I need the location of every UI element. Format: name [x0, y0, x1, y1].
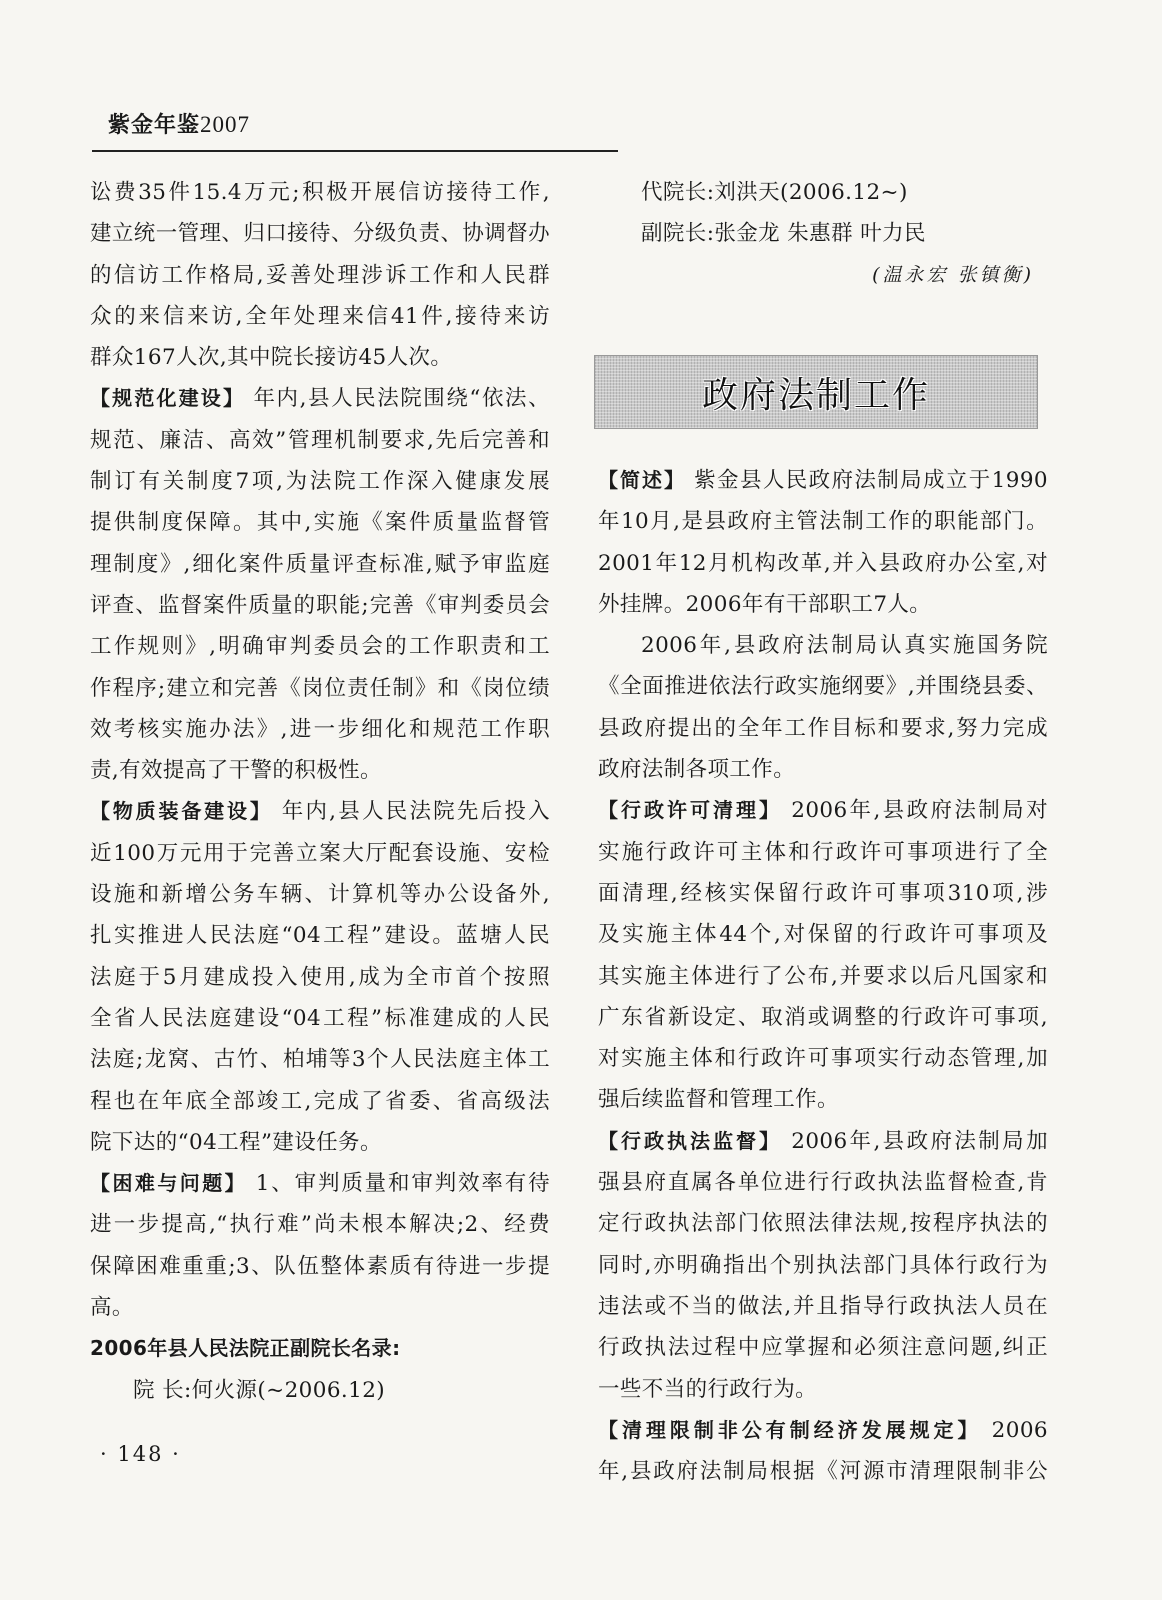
line-text: 建立统一管理、归口接待、分级负责、协调督办: [90, 221, 550, 247]
text-line: [90, 172, 550, 213]
text-line: [598, 172, 1048, 213]
section-heading: 【简述】: [598, 468, 686, 492]
line-text: 提供制度保障。其中,实施《案件质量监督管: [90, 510, 550, 536]
section-heading-line: [598, 1410, 1048, 1451]
line-text: 《全面推进依法行政实施纲要》,并围绕县委、: [598, 674, 1048, 700]
section-heading: 【清理限制非公有制经济发展规定】: [598, 1417, 982, 1442]
section-heading-line: [598, 460, 1048, 501]
section-heading: 【行政许可清理】: [598, 798, 782, 823]
line-text: 年内,县人民法院围绕“依法、: [245, 386, 550, 412]
text-line: [598, 213, 1048, 254]
line-text: 保障困难重重;3、队伍整体素质有待进一步提: [90, 1253, 550, 1279]
line-text: 院下达的“04工程”建设任务。: [90, 1129, 382, 1155]
line-text: 设施和新增公务车辆、计算机等办公设备外,: [90, 882, 550, 908]
line-text: 其实施主体进行了公布,并要求以后凡国家和: [598, 963, 1048, 989]
line-text: 1、审判质量和审判效率有待: [247, 1171, 550, 1197]
line-text: 一些不当的行政行为。: [598, 1376, 818, 1402]
text-line: [90, 874, 550, 915]
text-line: [90, 957, 550, 998]
text-line: [90, 1370, 550, 1411]
line-text: 及实施主体44个,对保留的行政许可事项及: [598, 922, 1048, 948]
right-column-body: [598, 460, 1048, 1492]
section-heading: 【规范化建设】: [90, 386, 246, 411]
text-line: [90, 750, 550, 791]
section-heading-line: [90, 378, 550, 419]
line-text: 作程序;建立和完善《岗位责任制》和《岗位绩: [90, 675, 550, 701]
text-line: [90, 544, 550, 585]
text-line: [90, 255, 550, 296]
text-line: [598, 749, 1048, 790]
line-text: 扎实推进人民法庭“04工程”建设。蓝塘人民: [90, 923, 550, 949]
author-credit: (温永宏 张镇衡): [872, 263, 1034, 286]
line-text: 广东省新设定、取消或调整的行政许可事项,: [598, 1004, 1048, 1030]
text-line: [90, 213, 550, 254]
text-line: [598, 1203, 1048, 1244]
text-line: [90, 1246, 550, 1287]
line-text: 2001年12月机构改革,并入县政府办公室,对: [598, 550, 1048, 576]
running-header-title: 紫金年鉴: [108, 113, 201, 138]
line-text: 面清理,经核实保留行政许可事项310项,涉: [598, 880, 1048, 906]
page-number: · 148 ·: [100, 1442, 181, 1466]
line-text: 2006年,县政府法制局对: [782, 798, 1048, 824]
section-heading-line: [90, 1163, 550, 1204]
text-line: [598, 625, 1048, 666]
line-text: 院 长:何火源(~2006.12): [133, 1377, 386, 1403]
header-rule: [92, 150, 618, 152]
line-text: 众的来信来访,全年处理来信41件,接待来访: [90, 303, 550, 329]
running-header-year: 2007: [200, 112, 251, 137]
line-text: 县政府提出的全年工作目标和要求,努力完成: [598, 715, 1048, 741]
line-text: 2006年县人民法院正副院长名录:: [90, 1336, 401, 1361]
text-line: [90, 1081, 550, 1122]
text-line: [598, 543, 1048, 584]
line-text: 讼费35件15.4万元;积极开展信访接待工作,: [90, 180, 550, 205]
section-heading-line: [90, 791, 550, 832]
line-text: 紫金县人民政府法制局成立于1990: [685, 468, 1048, 493]
text-line: [598, 956, 1048, 997]
text-line: [598, 1245, 1048, 1286]
line-text: 对实施主体和行政许可事项实行动态管理,加: [598, 1046, 1048, 1072]
text-line: [598, 1038, 1048, 1079]
line-text: 高。: [90, 1295, 134, 1321]
section-heading: 【物质装备建设】: [90, 799, 273, 824]
line-text: 年内,县人民法院先后投入: [272, 799, 551, 825]
text-line: [90, 1204, 550, 1245]
line-text: 副院长:张金龙 朱惠群 叶力民: [641, 221, 926, 247]
line-text: 的信访工作格局,妥善处理涉诉工作和人民群: [90, 262, 550, 288]
line-text: 政府法制各项工作。: [598, 757, 796, 783]
text-line: [90, 998, 550, 1039]
line-text: 2006年,县政府法制局认真实施国务院: [641, 633, 1048, 659]
line-text: 同时,亦明确指出个别执法部门具体行政行为: [598, 1252, 1048, 1278]
section-heading: 【行政执法监督】: [598, 1128, 782, 1153]
text-line: [598, 1451, 1048, 1492]
line-text: 进一步提高,“执行难”尚未根本解决;2、经费: [90, 1212, 550, 1238]
line-text: 2006年,县政府法制局加: [782, 1128, 1048, 1154]
line-text: 理制度》,细化案件质量评查标准,赋予审监庭: [90, 551, 550, 577]
text-line: [90, 1039, 550, 1080]
text-line: [598, 873, 1048, 914]
line-text: 外挂牌。2006年有干部职工7人。: [598, 591, 932, 617]
running-header: [108, 108, 250, 139]
line-text: 效考核实施办法》,进一步细化和规范工作职: [90, 716, 550, 742]
text-line: [598, 1162, 1048, 1203]
line-text: 代院长:刘洪天(2006.12~): [641, 180, 908, 205]
text-line: [90, 833, 550, 874]
text-line: [90, 585, 550, 626]
line-text: 实施行政许可主体和行政许可事项进行了全: [598, 839, 1048, 865]
line-text: 群众167人次,其中院长接访45人次。: [90, 345, 453, 371]
line-text: 强后续监督和管理工作。: [598, 1087, 839, 1113]
line-text: 近100万元用于完善立案大厅配套设施、安检: [90, 840, 550, 866]
text-line: [90, 337, 550, 378]
right-column: [598, 172, 1048, 296]
text-line: [598, 997, 1048, 1038]
text-line: [90, 915, 550, 956]
text-line: [90, 1122, 550, 1163]
line-text: 工作规则》,明确审判委员会的工作职责和工: [90, 634, 550, 660]
text-line: [598, 1079, 1048, 1120]
text-line: [598, 832, 1048, 873]
text-line: [90, 420, 550, 461]
line-text: 2006: [981, 1417, 1049, 1443]
line-text: 规范、廉洁、高效”管理机制要求,先后完善和: [90, 427, 550, 453]
line-text: 法庭于5月建成投入使用,成为全市首个按照: [90, 964, 550, 990]
text-line: [598, 914, 1048, 955]
text-line: [598, 708, 1048, 749]
text-line: [598, 1327, 1048, 1368]
text-line: [598, 1286, 1048, 1327]
text-line: [598, 666, 1048, 707]
section-banner: [594, 355, 1038, 429]
text-line: [90, 668, 550, 709]
text-line: [90, 1287, 550, 1328]
line-text: 年,县政府法制局根据《河源市清理限制非公: [598, 1459, 1048, 1485]
line-text: 行政执法过程中应掌握和必须注意问题,纠正: [598, 1335, 1048, 1361]
section-heading-line: [598, 790, 1048, 831]
line-text: 全省人民法庭建设“04工程”标准建成的人民: [90, 1005, 550, 1031]
text-line: [90, 461, 550, 502]
text-line: [598, 501, 1048, 542]
section-banner-title: 政府法制工作: [701, 374, 930, 416]
text-line: [90, 626, 550, 667]
line-text: 制订有关制度7项,为法院工作深入健康发展: [90, 469, 550, 495]
text-line: [90, 502, 550, 543]
line-text: 强县府直属各单位进行行政执法监督检查,肯: [598, 1170, 1048, 1196]
text-line: [90, 1328, 550, 1369]
right-column-top: [598, 172, 1048, 255]
text-line: [90, 709, 550, 750]
line-text: 违法或不当的做法,并且指导行政执法人员在: [598, 1293, 1048, 1319]
line-text: 年10月,是县政府主管法制工作的职能部门。: [598, 509, 1048, 535]
section-heading: 【困难与问题】: [90, 1171, 248, 1196]
section-heading-line: [598, 1121, 1048, 1162]
line-text: 评查、监督案件质量的职能;完善《审判委员会: [90, 592, 550, 618]
text-line: [598, 584, 1048, 625]
line-text: 定行政执法部门依照法律法规,按程序执法的: [598, 1211, 1048, 1237]
line-text: 责,有效提高了干警的积极性。: [90, 758, 382, 784]
line-text: 法庭;龙窝、古竹、柏埔等3个人民法庭主体工: [90, 1047, 550, 1073]
line-text: 程也在年底全部竣工,完成了省委、省高级法: [90, 1088, 550, 1114]
text-line: [90, 296, 550, 337]
left-column: [90, 172, 550, 1411]
text-line: [598, 1369, 1048, 1410]
